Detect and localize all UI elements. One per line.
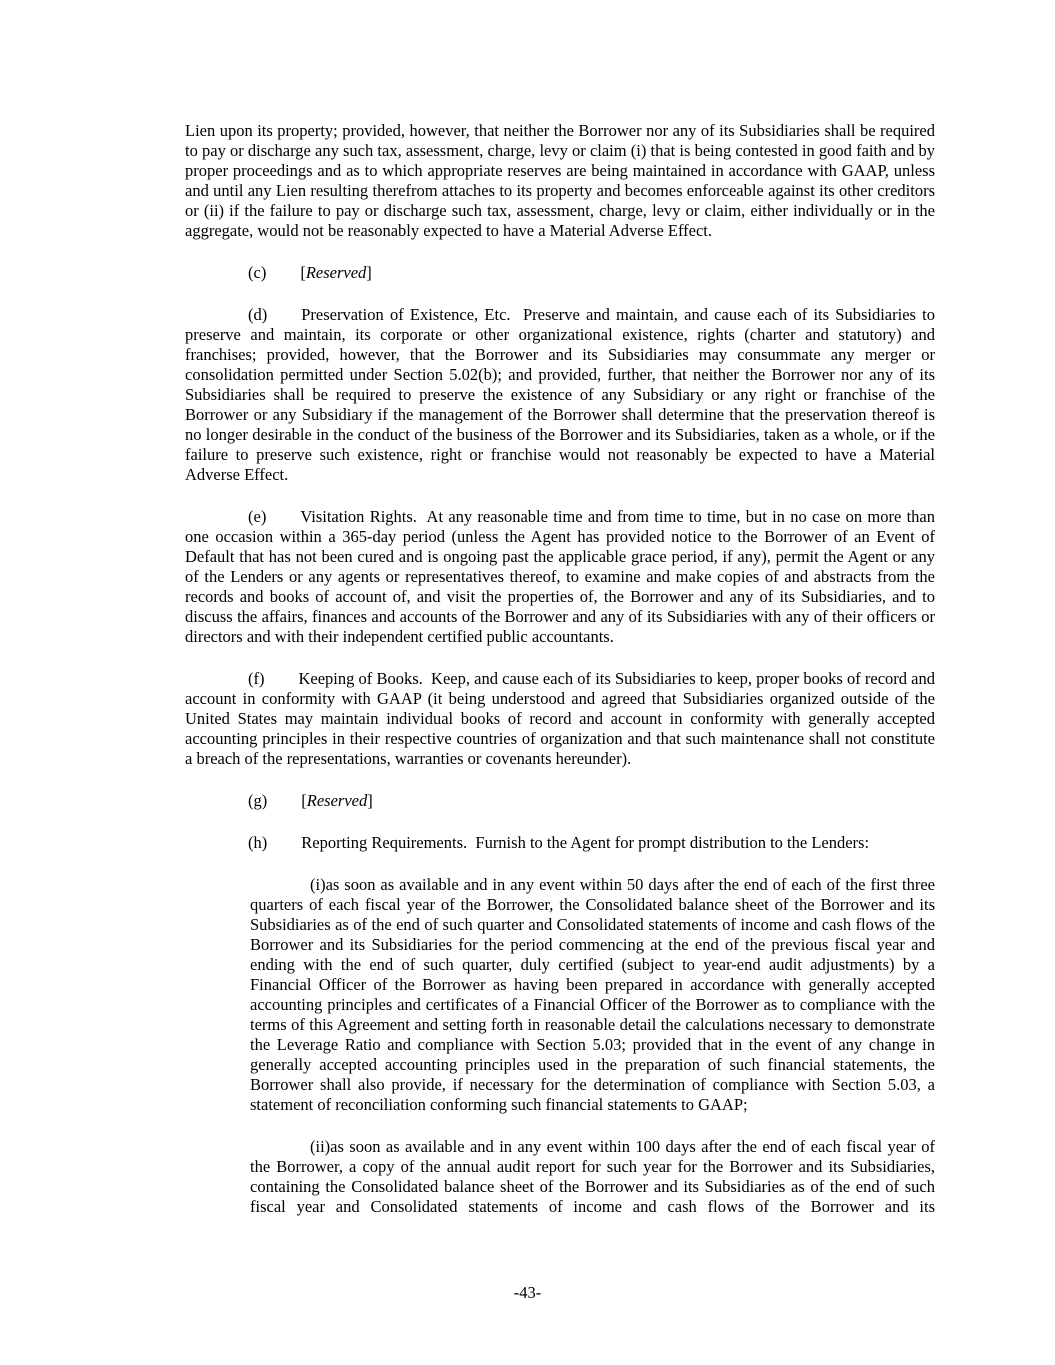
clause-d-preservation-of-existence xyxy=(185,305,935,485)
clause-e-text: Visitation Rights. At any reasonable time and from time to time, but in no case on more than one occasion within a 365-day period (unless the Agent has provided notice to the Borrower of an Event of Default that has not been cured and is ongoing past the applicable grace period, if any), permit the Agent or any of the Lenders or any agents or representatives thereof, to examine and make copies of and abstracts from the records and books of account of, and visit the properties of, the Borrower and any of its Subsidiaries, and to discuss the affairs, finances and accounts of the Borrower and any of its Subsidiaries with any of their officers or directors and with their independent certified public accountants. xyxy=(185,507,935,646)
reserved-word: Reserved xyxy=(305,263,367,282)
clause-e-visitation-rights xyxy=(185,507,935,647)
document-body xyxy=(185,121,935,1239)
clause-g-label: (g) xyxy=(248,791,268,810)
page-number: -43- xyxy=(513,1283,542,1302)
subclause-i-quarterly-statements xyxy=(250,875,935,1115)
clause-c xyxy=(185,263,935,283)
bracket-close: ] xyxy=(367,791,373,810)
bracket-open: [ xyxy=(300,263,306,282)
reserved-word: Reserved xyxy=(306,791,368,810)
bracket-close: ] xyxy=(366,263,372,282)
clause-e-label: (e) xyxy=(248,507,267,526)
clause-d-label: (d) xyxy=(248,305,268,324)
clause-f-keeping-of-books xyxy=(185,669,935,769)
clause-d-text: Preservation of Existence, Etc. Preserve and maintain, and cause each of its Subsidiaries to preserve and maintain, its corporate or other organizational existence, rights (charter and statutory) and franchises; provided, however, that the Borrower and its Subsidiaries may consummate any merger or consolidation permitted under Section 5.02(b); and provided, further, that neither the Borrower nor any of its Subsidiaries shall be required to preserve the existence of any Subsidiary or any right or franchise of the Borrower or any Subsidiary if the management of the Borrower shall determine that the preservation thereof is no longer desirable in the conduct of the business of the Borrower and its Subsidiaries, taken as a whole, or if the failure to preserve such existence, right or franchise would not reasonably be expected to have a Material Adverse Effect. xyxy=(185,305,935,484)
clause-h-label: (h) xyxy=(248,833,268,852)
subclause-i-text: (i)as soon as available and in any event within 50 days after the end of each of the first three quarters of each fiscal year of the Borrower, the Consolidated balance sheet of the Borrower and its Subsidiaries as of the end of such quarter and Consolidated statements of income and cash flows of the Borrower and its Subsidiaries for the period commencing at the end of the previous fiscal year and ending with the end of such quarter, duly certified (subject to year-end audit adjustments) by a Financial Officer of the Borrower as having been prepared in accordance with generally accepted accounting principles and certificates of a Financial Officer of the Borrower as to compliance with the terms of this Agreement and setting forth in reasonable detail the calculations necessary to demonstrate the Leverage Ratio and compliance with Section 5.03; provided that in the event of any change in generally accepted accounting principles used in the preparation of such financial statements, the Borrower shall also provide, if necessary for the determination of compliance with Section 5.03, a statement of reconciliation conforming such financial statements to GAAP; xyxy=(250,875,935,1114)
bracket-open: [ xyxy=(301,791,307,810)
clause-c-label: (c) xyxy=(248,263,267,282)
clause-f-text: Keeping of Books. Keep, and cause each of its Subsidiaries to keep, proper books of record and account in conformity with GAAP (it being understood and agreed that Subsidiaries organized outside of the United States may maintain individual books of record and account in conformity with generally accepted accounting principles in their respective countries of organization and that such maintenance shall not constitute a breach of the representations, warranties or covenants hereunder). xyxy=(185,669,935,768)
clause-g xyxy=(185,791,935,811)
clause-h-text: Reporting Requirements. Furnish to the Agent for prompt distribution to the Lenders: xyxy=(301,833,870,852)
clause-f-label: (f) xyxy=(248,669,265,688)
paragraph-lien-continuation xyxy=(185,121,935,241)
clause-h-reporting-requirements xyxy=(185,833,935,853)
subclause-ii-text: (ii)as soon as available and in any event within 100 days after the end of each fiscal year of the Borrower, a copy of the annual audit report for such year for the Borrower and its Subsidiaries, containing the Consolidated balance sheet of the Borrower and its Subsidiaries as of the end of such fiscal year and Consolidated statements of income and cash flows of the Borrower and its xyxy=(250,1137,935,1216)
paragraph-text: Lien upon its property; provided, however, that neither the Borrower nor any of its Subsidiaries shall be required to pay or discharge any such tax, assessment, charge, levy or claim (i) that is being contested in good faith and by proper proceedings and as to which appropriate reserves are being maintained in accordance with GAAP, unless and until any Lien resulting therefrom attaches to its property and becomes enforceable against its other creditors or (ii) if the failure to pay or discharge such tax, assessment, charge, levy or claim, either individually or in the aggregate, would not be reasonably expected to have a Material Adverse Effect. xyxy=(185,121,935,240)
subclause-ii-annual-audit-report xyxy=(250,1137,935,1217)
